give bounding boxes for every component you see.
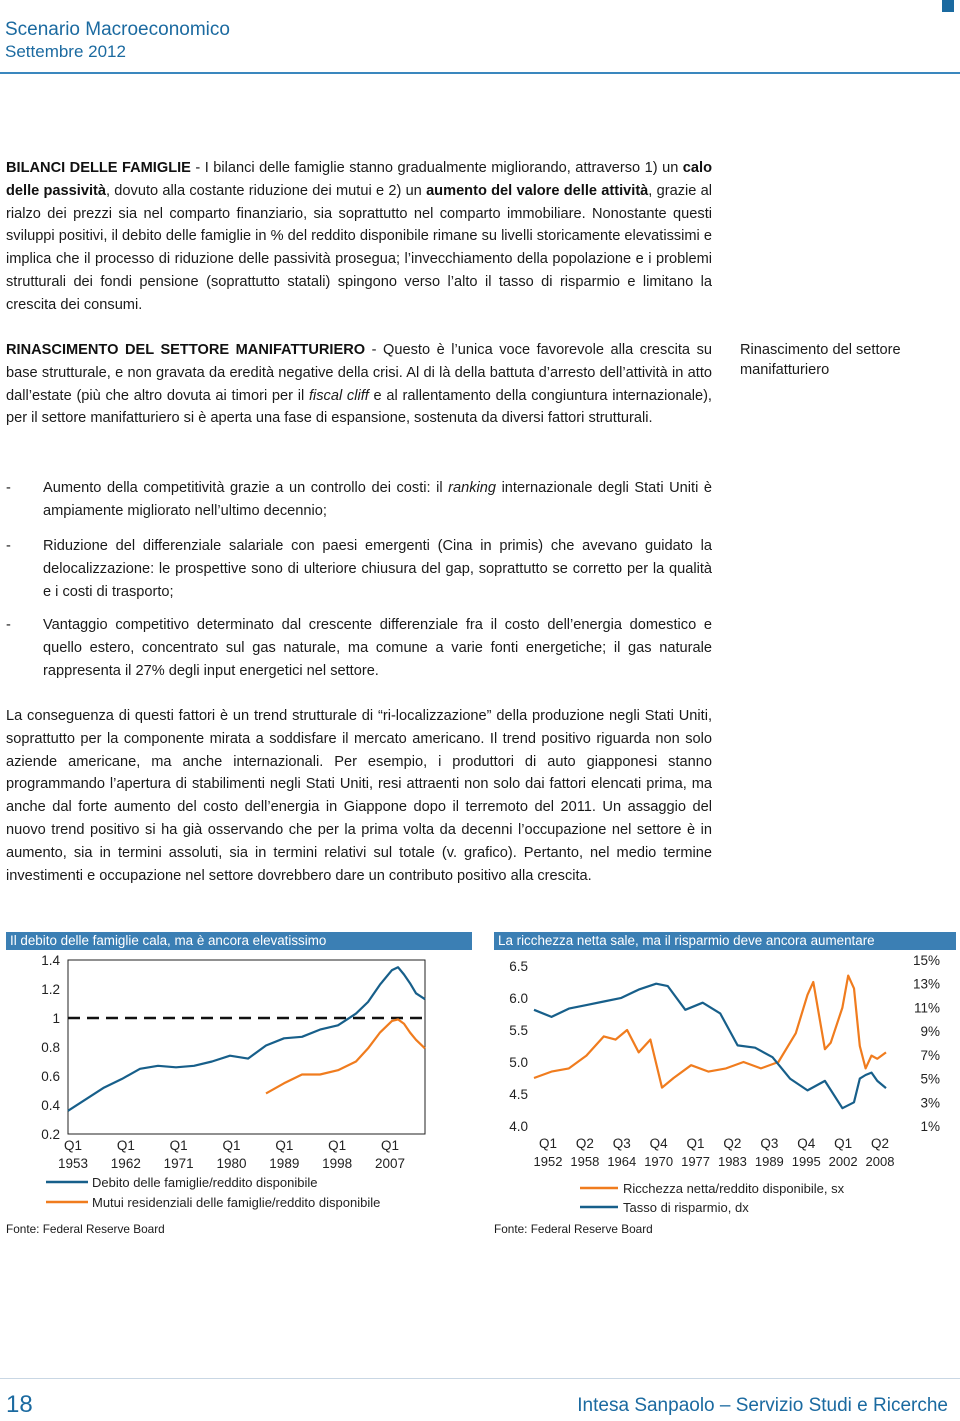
chart2-x-tick-quarter: Q2 [723, 1136, 742, 1151]
chart2-x-tick-year: 1970 [644, 1154, 674, 1169]
chart2-x-tick-quarter: Q1 [686, 1136, 705, 1151]
chart2-right-tick-label: 3% [920, 1095, 940, 1111]
chart2-title: La ricchezza netta sale, ma il risparmio deve ancora aumentare [494, 932, 956, 950]
bullet-dash: - [6, 538, 11, 554]
text-segment: - Questo è l’unica voce favorevole alla crescita su base strutturale, e non gravata da eredità negative della crisi. Al di là della battuta d’arresto dell’attività in atto dall’estate (più che altro dovuta ai timori per il [6, 342, 712, 404]
chart2-left-tick-label: 5.5 [509, 1023, 528, 1038]
chart1-legend-label: Mutui residenziali delle famiglie/reddito disponibile [92, 1195, 381, 1210]
chart-wealth-savings [490, 952, 960, 1222]
chart2-series-line-1 [534, 976, 886, 1088]
chart1-x-tick-quarter: Q1 [116, 1138, 135, 1153]
text-segment: - I bilanci delle famiglie stanno gradualmente migliorando, attraverso 1) un [190, 160, 683, 176]
chart1-x-tick-quarter: Q1 [380, 1138, 400, 1153]
chart2-x-tick-year: 1995 [791, 1154, 821, 1169]
chart1-x-tick-quarter: Q1 [328, 1138, 347, 1153]
chart2-x-tick-quarter: Q4 [649, 1136, 668, 1151]
chart2-x-tick-quarter: Q1 [538, 1136, 558, 1151]
chart1-legend-label: Debito delle famiglie/reddito disponibile [92, 1175, 318, 1190]
chart2-source: Fonte: Federal Reserve Board [494, 1222, 653, 1236]
chart2-right-tick-label: 9% [920, 1024, 940, 1040]
section-heading-manufacturing: RINASCIMENTO DEL SETTORE MANIFATTURIERO [6, 342, 366, 358]
chart1-plot-frame [68, 960, 425, 1134]
chart1-x-tick-year: 1962 [110, 1156, 141, 1171]
chart1-y-tick-label: 1 [52, 1011, 60, 1026]
footer-brand: Intesa Sanpaolo – Servizio Studi e Ricerche [577, 1395, 948, 1416]
chart2-right-tick-label: 13% [912, 976, 940, 992]
chart2-x-tick-year: 1989 [754, 1154, 784, 1169]
bullet-item-competitiveness [6, 477, 712, 523]
chart2-x-tick-quarter: Q4 [797, 1136, 816, 1151]
chart2-x-tick-year: 1977 [681, 1154, 711, 1169]
paragraph-manufacturing [6, 339, 712, 430]
chart2-x-tick-quarter: Q2 [870, 1136, 890, 1151]
chart2-legend-label: Tasso di risparmio, dx [623, 1200, 749, 1215]
bullet-dash: - [6, 480, 11, 496]
bold-phrase-assets: aumento del valore delle attività [426, 182, 649, 199]
chart2-x-tick-quarter: Q1 [834, 1136, 853, 1151]
text-segment: , dovuto alla costante riduzione dei mutui e 2) un [105, 182, 427, 199]
text-segment: e al rallentamento della congiuntura internazionale), per il settore manifatturiero si è aperta una fase di espansione, sostenuta da diversi fattori strutturali. [6, 387, 712, 427]
chart1-x-tick-year: 1971 [163, 1156, 194, 1171]
paragraph-household-balance [6, 157, 712, 317]
chart1-x-tick-year: 1980 [216, 1156, 247, 1171]
bullet-dash: - [6, 617, 11, 633]
footer-divider [0, 1378, 960, 1379]
chart2-x-tick-quarter: Q3 [760, 1136, 779, 1151]
text-segment: , grazie al rialzo dei prezzi sia nel comparto finanziario, sia soprattutto nel comparto immobiliare. Nonostante questi sviluppi positivi, il debito delle famiglie in % del reddito disponibile rimane su livelli storicamente elevatissimi e implica che il processo di riduzione delle passività prosegua; l’invecchiamento della popolazione e i problemi strutturali dei fondi pensione (soprattutto statali) spingono verso l’alto il tasso di risparmio e limitano la crescita dei consumi. [6, 182, 712, 313]
chart2-legend-label: Ricchezza netta/reddito disponibile, sx [623, 1181, 845, 1196]
report-date: Settembre 2012 [5, 42, 126, 61]
margin-note: Rinascimento del settore manifatturiero [740, 342, 901, 378]
chart1-x-tick-quarter: Q1 [222, 1138, 241, 1153]
chart1-x-tick-year: 1998 [322, 1156, 353, 1171]
chart1-x-tick-year: 1989 [269, 1156, 300, 1171]
chart1-y-tick-label: 0.4 [41, 1098, 60, 1113]
chart2-x-tick-year: 1983 [717, 1154, 747, 1169]
header-corner-mark [942, 0, 954, 12]
chart2-left-tick-label: 6.0 [509, 991, 528, 1006]
chart1-x-tick-quarter: Q1 [275, 1138, 294, 1153]
chart2-x-tick-year: 2008 [865, 1154, 895, 1169]
bullet-text: Aumento della competitività grazie a un controllo dei costi: il [43, 480, 449, 496]
chart2-right-tick-label: 1% [920, 1119, 940, 1134]
chart2-x-tick-quarter: Q2 [575, 1136, 594, 1151]
italic-phrase-fiscal-cliff: fiscal cliff [308, 387, 369, 404]
bullet-text: Riduzione del differenziale salariale con paesi emergenti (Cina in primis) che avevano guidato la delocalizzazione: le prospettive sono di ulteriore chiusura del gap, soprattutto se corretto per la qualità e i costi di trasporto; [43, 538, 712, 600]
chart2-left-tick-label: 6.5 [509, 959, 528, 974]
chart1-y-tick-label: 0.8 [41, 1040, 60, 1055]
chart1-y-tick-label: 1.2 [41, 982, 60, 997]
chart1-title: Il debito delle famiglie cala, ma è ancora elevatissimo [6, 932, 472, 950]
paragraph-relocalization: La conseguenza di questi fattori è un trend strutturale di “ri-localizzazione” della produzione negli Stati Uniti, soprattutto per la componente mirata a soddisfare il mercato americano. Il trend positivo riguarda non solo aziende americane, ma anche internazionali. Per esempio, i produttori di auto giapponesi stanno programmando l’apertura di stabilimenti negli Stati Uniti, resi attraenti non solo dai fattori elencati prima, ma anche dal forte aumento del costo dell’energia in Giappone dopo il terremoto del 2011. Un assaggio del nuovo trend positivo si ha già osservando che per la prima volta da decenni l’occupazione nel settore è in aumento, sia in termini assoluti, sia in termini relativi sul totale (v. grafico). Pertanto, nel medio termine investimenti e occupazione nel settore dovrebbero dare un contributo positivo alla crescita. [6, 708, 712, 884]
section-heading-household: BILANCI DELLE FAMIGLIE [6, 160, 191, 176]
chart2-right-tick-label: 11% [913, 1000, 940, 1016]
chart2-left-tick-label: 4.5 [509, 1087, 528, 1102]
bullet-item-wage-gap [6, 535, 712, 603]
chart2-x-tick-quarter: Q3 [612, 1136, 631, 1151]
chart2-x-tick-year: 1958 [570, 1154, 600, 1169]
chart1-series-line-2 [266, 1019, 425, 1093]
chart2-right-tick-label: 15% [912, 953, 940, 968]
bold-phrase-liabilities: calo delle passività [6, 160, 712, 199]
chart2-x-tick-year: 2002 [828, 1154, 858, 1169]
chart2-right-tick-label: 7% [920, 1047, 940, 1063]
chart2-left-tick-label: 5.0 [509, 1055, 528, 1070]
chart1-y-tick-label: 0.6 [41, 1069, 60, 1084]
chart-household-debt [0, 952, 470, 1222]
chart2-x-tick-year: 1964 [607, 1154, 637, 1169]
chart1-y-tick-label: 1.4 [41, 953, 60, 968]
bullet-italic: ranking [448, 480, 497, 496]
chart1-x-tick-year: 1953 [57, 1156, 89, 1171]
page-number: 18 [6, 1391, 33, 1418]
chart1-x-tick-quarter: Q1 [63, 1138, 83, 1153]
chart2-right-tick-label: 5% [920, 1071, 940, 1087]
bullet-text: Vantaggio competitivo determinato dal crescente differenziale fra il costo dell’energia domestico e quello estero, concentrato sul gas naturale, ma comune a varie fonti energetiche; il gas naturale rappresenta il 27% degli input energetici nel settore. [43, 617, 712, 679]
header-divider [0, 72, 960, 74]
report-title: Scenario Macroeconomico [5, 19, 230, 40]
chart1-series-line-1 [68, 967, 425, 1111]
chart2-x-tick-year: 1952 [533, 1154, 563, 1169]
bullet-item-energy [6, 614, 712, 682]
chart1-y-tick-label: 0.2 [41, 1127, 60, 1142]
chart1-x-tick-quarter: Q1 [169, 1138, 188, 1153]
chart1-source: Fonte: Federal Reserve Board [6, 1222, 165, 1236]
chart1-x-tick-year: 2007 [374, 1156, 406, 1171]
bullet-text: internazionale degli Stati Uniti è ampiamente migliorato nell’ultimo decennio; [43, 480, 712, 519]
chart2-series-line-2 [534, 984, 886, 1108]
chart2-left-tick-label: 4.0 [509, 1119, 528, 1134]
